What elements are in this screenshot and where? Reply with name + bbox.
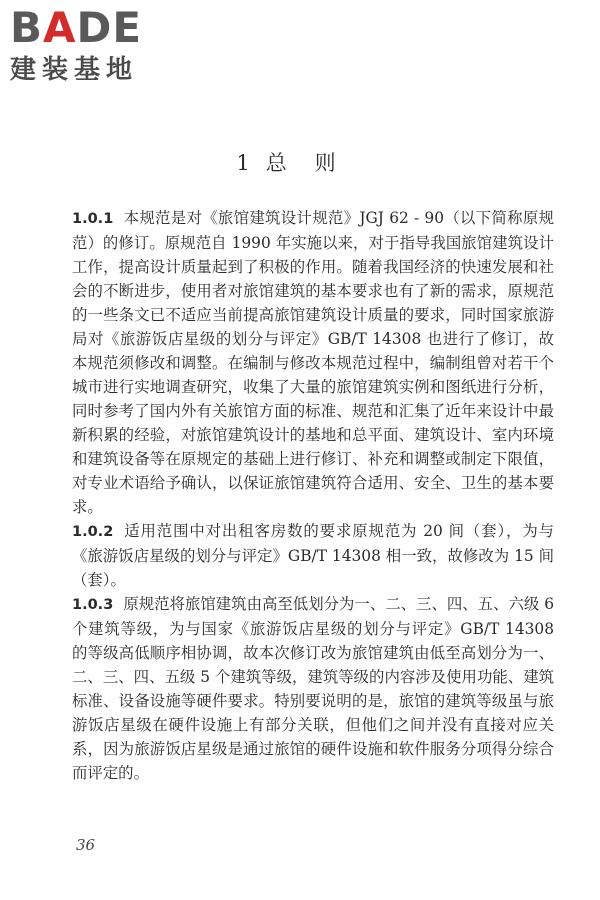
clause-number: 1.0.3 <box>72 597 114 613</box>
logo-letters-de: DE <box>76 3 143 52</box>
logo-wordmark <box>10 4 180 52</box>
chapter-number: 1 <box>236 151 252 175</box>
clause-text: 适用范围中对出租客房数的要求原规范为 20 间（套），为与《旅游饭店星级的划分与评定》GB/T 14308 相一致，故修改为 15 间（套）。 <box>72 522 554 589</box>
clause-1-0-2 <box>72 519 554 592</box>
clause-number: 1.0.2 <box>72 524 114 540</box>
logo-letter-b: B <box>10 3 44 52</box>
bade-logo <box>10 4 180 90</box>
document-body <box>72 206 554 785</box>
clause-1-0-3 <box>72 592 554 785</box>
clause-1-0-1 <box>72 206 554 519</box>
clause-number: 1.0.1 <box>72 211 114 227</box>
clause-text: 原规范将旅馆建筑由高至低划分为一、二、三、四、五、六级 6 个建筑等级，为与国家《旅游饭店星级的划分与评定》GB/T 14308 的等级高低顺序相协调，故本次修订改为旅馆建筑由低至高划分为一、二、三、四、五级 5 个建筑等级，建筑等级的内容涉及使用功能、建筑标准、设备设施等硬件要求。特别要说明的是，旅馆的建筑等级虽与旅游饭店星级在硬件设施上有部分关联，但他们之间并没有直接对应关系，因为旅游饭店星级是通过旅馆的硬件设施和软件服务分项得分综合而评定的。 <box>72 595 554 782</box>
logo-subtitle: 建装基地 <box>10 55 139 85</box>
clause-text: 本规范是对《旅馆建筑设计规范》JGJ 62 - 90（以下简称原规范）的修订。原规范自 1990 年实施以来，对于指导我国旅馆建筑设计工作，提高设计质量起到了积极的作用。随着我国经济的快速发展和社会的不断进步，使用者对旅馆建筑的基本要求也有了新的需求，原规范的一些条文已不适应当前提高旅馆建筑设计质量的要求，同时国家旅游局对《旅游饭店星级的划分与评定》GB/T 14308 也进行了修订，故本规范须修改和调整。在编制与修改本规范过程中，编制组曾对若干个城市进行实地调查研究，收集了大量的旅馆建筑实例和图纸进行分析，同时参考了国内外有关旅馆方面的标准、规范和汇集了近年来设计中最新积累的经验，对旅馆建筑设计的基地和总平面、建筑设计、室内环境和建筑设备等在原规定的基础上进行修订、补充和调整或制定下限值，对专业术语给予确认，以保证旅馆建筑符合适用、安全、卫生的基本要求。 <box>72 209 554 516</box>
logo-letter-a-accent: A <box>43 3 77 52</box>
page-number: 36 <box>76 836 96 854</box>
chapter-heading <box>0 147 600 177</box>
chapter-title: 总则 <box>265 151 364 175</box>
